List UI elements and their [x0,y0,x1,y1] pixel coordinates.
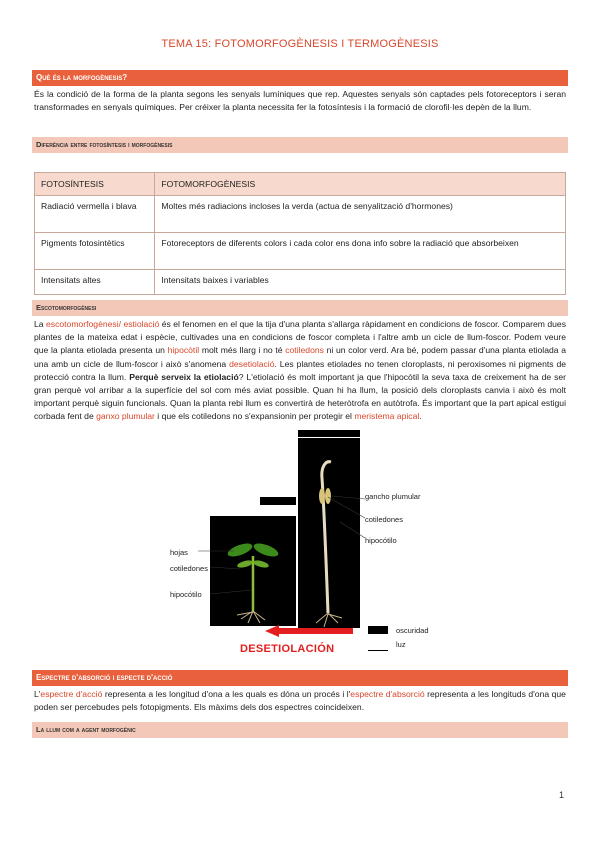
paragraph-morfogenesis: És la condició de la forma de la planta segons les senyals lumíniques que rep. Aquestes senyals són captades pels fotoreceptors i seran transformades en senyals químiques. Per créixer la planta necessita fer la fotosíntesis i la formació de clorofil·les depèn de la llum. [34,89,566,113]
page-title: TEMA 15: FOTOMORFOGÈNESIS I TERMOGÈNESIS [161,38,439,50]
section-header-diferencia: Diferència entre fotosíntesis i morfogènesis [32,137,568,153]
section-header-escotomorfogenesi: Escotomorfogènesi [32,300,568,316]
label-cotiledones-right: cotiledones [365,515,403,524]
legend-luz: luz [396,640,406,649]
term-cotiledons: cotiledons [285,345,324,356]
label-cotiledones-left: cotiledones [170,564,208,573]
term-estiolacio: escotomorfogènesi/ estiolació [46,319,160,329]
table-cell: Intensitats altes [35,270,155,295]
legend-swatch-dark [368,626,388,634]
term-espectre-absorcio: espectre d'absorció [350,689,425,699]
table-cell: Pigments fotosintètics [35,233,155,270]
table-row [35,233,566,270]
dark-bar-right [298,430,360,437]
term-meristema-apical: meristema apical [354,411,420,422]
comparison-table [34,172,566,295]
term-hipocotil: hipocòtil [167,345,200,356]
term-ganxo-plumular: ganxo plumular [96,411,155,422]
section-header-morfogenesis: Què és la morfogènesis? [32,70,568,86]
figure-caption: DESETIOLACIÓN [240,643,335,655]
paragraph-escotomorfogenesi: La escotomorfogènesi/ estiolació és el fenomen en el que la tija d'una planta s'allarga ràpidament en condicions de foscor. Comparem dues plantes de la mateixa edat i espècie, cultivades una en condicions de foscor completa i l'altre amb un cicle de llum-foscor. Podem veure que la planta etiolada presenta un hipocòtil molt més llarg i no té cotiledons ni un color verd. Ara bé, podem passar d'una planta etiolada a una amb un cicle de llum-foscor i això s'anomena desetiolació. Les plantes etiolades no tenen cloroplasts, ni peroxisomes ni pigments de protecció contra la llum. Perquè serveix la etiolació? L'etiolació és molt important ja que l'hipocòtil la seva taxa de creixement ha de ser gran perquè vol arribar a la superfície del sol com més aviat possible. Quan hi ha llum, la posició dels cloroplasts canvia i això és molt important perquè siguin funcionals. Quan la planta rebi llum es convertirà de heteròtrofa en autòtrofa. És important que la part apical estigui corbada fent de ganxo plumular i que els cotiledons no s'expansionin per protegir el meristema apical. [34,319,567,422]
legend-swatch-light [368,642,388,651]
label-hipocotilo-right: hipocótilo [365,536,397,545]
table-cell: Intensitats baixes i variables [155,270,566,295]
page-number: 1 [558,790,564,800]
table-header-cell: FOTOSÍNTESIS [35,173,155,196]
table-row [35,196,566,233]
desetiolation-arrow-icon [265,625,355,637]
desetiolation-figure [170,430,480,660]
legend-oscuridad: oscuridad [396,626,429,635]
section-header-llum: La llum com a agent morfogènic [32,722,568,738]
label-gancho-plumular: gancho plumular [365,492,421,501]
dark-bar-left [260,497,296,505]
label-leader-lines-left [198,545,258,605]
term-desetiolacio: desetiolació [229,358,275,369]
question-bold: Perquè serveix la etiolació [129,371,239,382]
table-header-row [35,173,566,196]
table-cell: Moltes més radiacions incloses la verda (actua de senyalització d'hormones) [155,196,566,233]
table-cell: Fotoreceptors de diferents colors i cada color ens dona info sobre la radiació que absorbeixen [155,233,566,270]
paragraph-espectre: L'espectre d'acció representa a les longitud d'ona a les quals es dóna un procés i l'espectre d'absorció representa a les longituds d'ona que poden ser percebudes pels fotopigments. Els màxims dels dos espectres coincideixen. [34,689,566,713]
label-hojas: hojas [170,548,188,557]
label-leader-lines-right [320,492,368,542]
label-hipocotilo-left: hipocótilo [170,590,202,599]
term-espectre-accio: espectre d'acció [40,689,103,699]
section-header-espectre: Espectre d'absorció i especte d'acció [32,670,568,686]
table-row [35,270,566,295]
table-cell: Radiació vermella i blava [35,196,155,233]
table-header-cell: FOTOMORFOGÈNESIS [155,173,566,196]
